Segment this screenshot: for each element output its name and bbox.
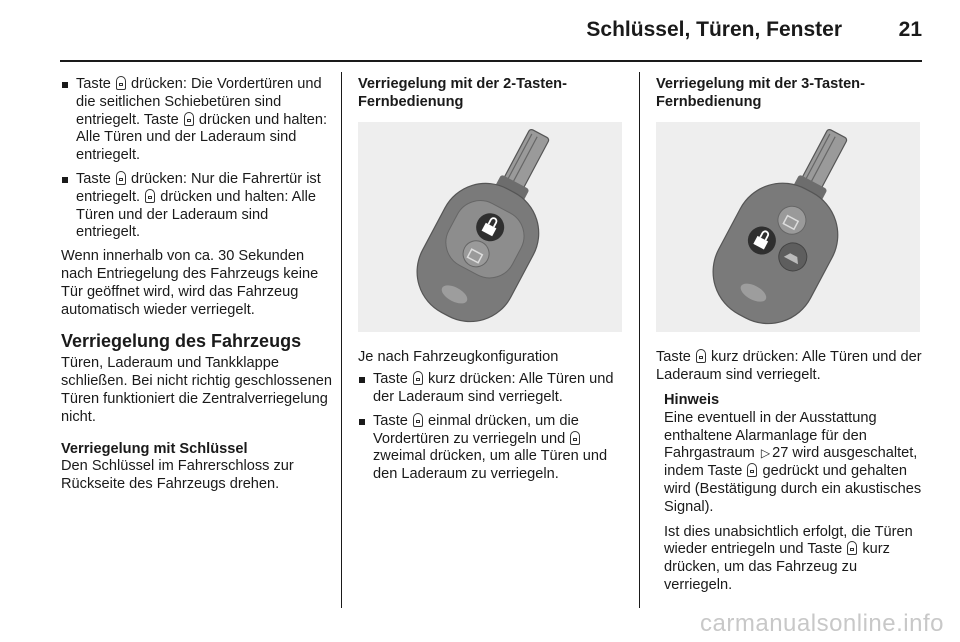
sub-heading-2-button: Verriegelung mit der 2-Tasten-Fernbedienung — [358, 76, 567, 110]
two-button-key-fob-figure — [358, 122, 622, 332]
paragraph-auto-relock: Wenn innerhalb von ca. 30 Sekunden nach Entriegelung des Fahrzeugs keine Tür geöffnet wird, wird das Fahrzeug automatisch wieder verriegelt. — [61, 248, 319, 318]
hint-paragraph-alarm: Eine eventuell in der Ausstattung enthaltene Alarmanlage für den Fahrgastraum ▷ 27 wird ausgeschaltet, indem Taste gedrückt und gehalten wird (Bestätigung durch ein akustisches Signal). — [664, 409, 922, 515]
lock-key-button-icon — [116, 76, 126, 90]
sub-heading-key: Verriegelung mit Schlüssel — [61, 440, 248, 457]
bullet-item: Taste kurz drücken: Alle Türen und der Laderaum sind verriegelt. — [358, 371, 622, 407]
lock-key-button-icon — [413, 371, 423, 385]
section-heading: Verriegelung des Fahrzeugs — [61, 331, 302, 352]
bullet-item: Taste drücken: Nur die Fahrertür ist entriegelt. drücken und halten: Alle Türen und der Laderaum sind entriegelt. — [61, 171, 333, 242]
column-divider-2 — [639, 72, 640, 608]
lock-key-button-icon — [747, 463, 757, 477]
header-rule — [60, 60, 922, 62]
bullet-item: Taste drücken: Die Vordertüren und die seitlichen Schiebetüren sind entriegelt. Taste drücken und halten: Alle Türen und der Laderaum sind entriegelt. — [61, 76, 333, 165]
page-number: 21 — [898, 18, 922, 41]
paragraph-key-lock: Den Schlüssel im Fahrerschloss zur Rückseite des Fahrzeugs drehen. — [61, 458, 294, 493]
page-title: Schlüssel, Türen, Fenster — [586, 18, 842, 41]
lock-key-button-icon — [184, 112, 194, 126]
sub-heading-3-button: Verriegelung mit der 3-Tasten-Fernbedienung — [656, 76, 865, 110]
triangle-arrow-icon: ▷ — [760, 446, 771, 461]
hint-paragraph-relock: Ist dies unabsichtlich erfolgt, die Türen wieder entriegeln und Taste kurz drücken, um das Fahrzeug zu verriegeln. — [664, 523, 913, 593]
lock-key-button-icon — [696, 349, 706, 363]
lock-key-button-icon — [570, 431, 580, 445]
paragraph-3-button-lock: Taste kurz drücken: Alle Türen und der Laderaum sind verriegelt. — [656, 349, 922, 384]
paragraph-locking: Türen, Laderaum und Tankklappe schließen. Bei nicht richtig geschlossenen Türen funktioniert die Zentralverriegelung nicht. — [61, 355, 332, 425]
column-3 — [656, 76, 926, 602]
paragraph-config: Je nach Fahrzeugkonfiguration — [358, 349, 559, 366]
hint-box — [656, 392, 926, 595]
three-button-key-fob-figure — [656, 122, 920, 332]
lock-key-button-icon — [145, 189, 155, 203]
hint-title: Hinweis — [664, 391, 720, 408]
column-2 — [358, 76, 622, 490]
lock-key-button-icon — [413, 413, 423, 427]
page-header — [0, 0, 960, 62]
lock-key-button-icon — [847, 541, 857, 555]
bullet-item: Taste einmal drücken, um die Vordertüren zu verriegeln und zweimal drücken, um alle Türen und den Laderaum zu verriegeln. — [358, 413, 622, 484]
column-divider-1 — [341, 72, 342, 608]
lock-key-button-icon — [116, 171, 126, 185]
watermark: carmanualsonline.info — [700, 610, 944, 637]
column-1 — [61, 76, 333, 501]
